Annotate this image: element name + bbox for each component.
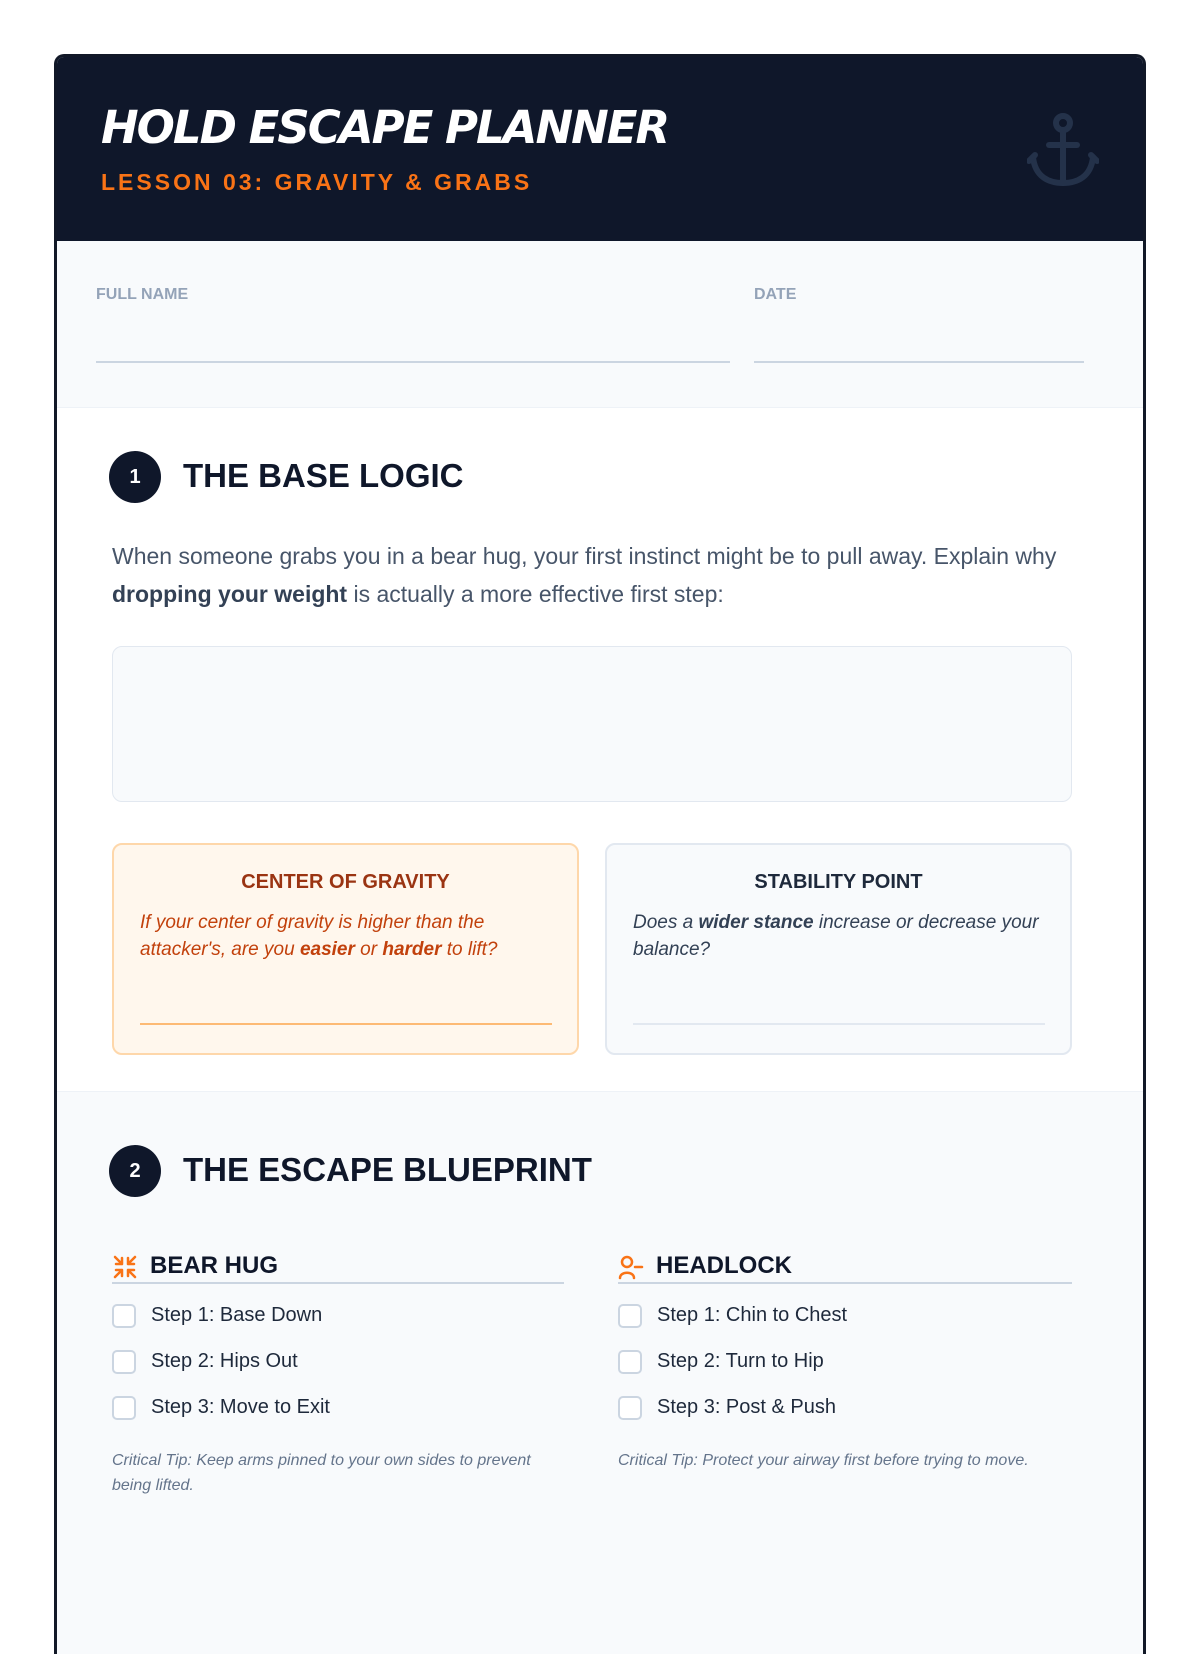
full-name-field[interactable] bbox=[96, 361, 730, 363]
card-question: If your center of gravity is higher than the attacker's, are you easier or harder to lift? bbox=[140, 912, 498, 960]
step-label: Step 2: Turn to Hip bbox=[657, 1350, 824, 1372]
section-title: THE ESCAPE BLUEPRINT bbox=[183, 1151, 592, 1188]
column-heading: HEADLOCK bbox=[656, 1252, 792, 1279]
section-number: 2 bbox=[109, 1145, 161, 1197]
step-label: Step 1: Chin to Chest bbox=[657, 1304, 848, 1326]
step-label: Step 3: Move to Exit bbox=[151, 1396, 330, 1418]
prompt-emphasis: dropping your weight bbox=[112, 581, 348, 607]
worksheet-card bbox=[54, 54, 1146, 1654]
header bbox=[57, 57, 1143, 241]
section-prompt bbox=[112, 537, 1097, 613]
card-question: Does a wider stance increase or decrease your balance? bbox=[633, 912, 1039, 960]
section-title: THE BASE LOGIC bbox=[183, 457, 464, 494]
step-label: Step 2: Hips Out bbox=[151, 1350, 298, 1372]
card-title: STABILITY POINT bbox=[754, 871, 923, 893]
step-checkbox[interactable] bbox=[618, 1304, 642, 1328]
step-label: Step 1: Base Down bbox=[151, 1304, 323, 1326]
bear-hug-heading bbox=[112, 1252, 564, 1284]
section-number: 1 bbox=[109, 451, 161, 503]
escape-blueprint-section bbox=[57, 1091, 1143, 1654]
step-label: Step 3: Post & Push bbox=[657, 1396, 836, 1418]
column-heading: BEAR HUG bbox=[150, 1252, 279, 1279]
card-answer-line[interactable] bbox=[633, 1023, 1045, 1025]
full-name-label: FULL NAME bbox=[96, 286, 189, 303]
date-label: DATE bbox=[754, 286, 797, 303]
step-checkbox[interactable] bbox=[112, 1304, 136, 1328]
lesson-subtitle: LESSON 03: GRAVITY & GRABS bbox=[101, 169, 533, 195]
prompt-text: is actually a more effective first step: bbox=[347, 581, 724, 607]
center-of-gravity-card bbox=[112, 843, 579, 1055]
answer-textarea[interactable] bbox=[112, 646, 1072, 802]
page-title: HOLD ESCAPE PLANNER bbox=[101, 101, 669, 154]
step-checkbox[interactable] bbox=[618, 1396, 642, 1420]
step-checkbox[interactable] bbox=[112, 1350, 136, 1374]
prompt-text: When someone grabs you in a bear hug, your first instinct might be to pull away. Explain why bbox=[112, 543, 1057, 569]
stability-point-card bbox=[605, 843, 1072, 1055]
headlock-heading bbox=[618, 1252, 1072, 1284]
user-minus-icon bbox=[618, 1254, 644, 1280]
critical-tip: Critical Tip: Protect your airway first before trying to move. bbox=[618, 1452, 1029, 1469]
step-checkbox[interactable] bbox=[618, 1350, 642, 1374]
card-title: CENTER OF GRAVITY bbox=[241, 871, 450, 893]
compress-arrows-icon bbox=[112, 1254, 138, 1280]
critical-tip: Critical Tip: Keep arms pinned to your own sides to prevent being lifted. bbox=[112, 1452, 531, 1494]
anchor-icon bbox=[1027, 111, 1099, 191]
step-checkbox[interactable] bbox=[112, 1396, 136, 1420]
date-field[interactable] bbox=[754, 361, 1084, 363]
card-answer-line[interactable] bbox=[140, 1023, 552, 1025]
student-info bbox=[57, 241, 1143, 408]
